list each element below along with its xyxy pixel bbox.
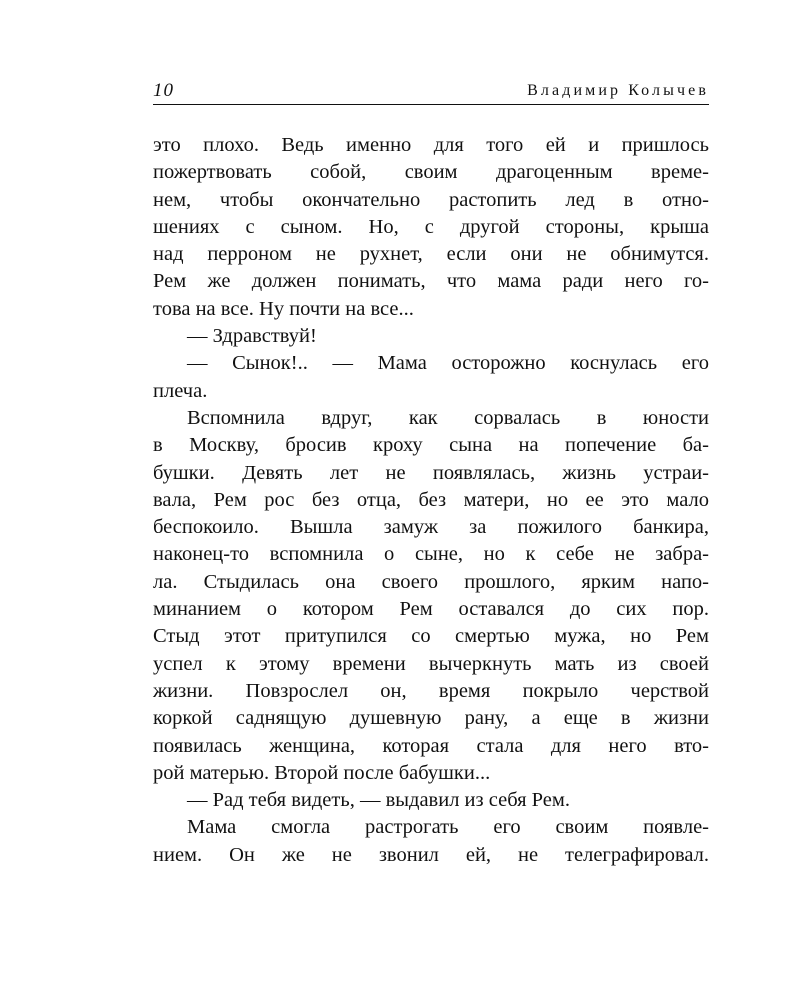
text-line: появилась женщина, которая стала для него вто- [153, 734, 709, 757]
text-line: успел к этому времени вычеркнуть мать из своей [153, 652, 709, 675]
header-rule [153, 104, 709, 105]
text-line: это плохо. Ведь именно для того ей и пришлось [153, 134, 709, 156]
author-name: Владимир Колычев [527, 82, 709, 99]
text-line: това на все. Ну почти на все... [153, 297, 414, 320]
text-line: нием. Он же не звонил ей, не телеграфировал. [153, 843, 709, 866]
text-line: — Сынок!.. — Мама осторожно коснулась его [187, 352, 709, 375]
text-line: рой матерью. Второй после бабушки... [153, 761, 491, 784]
text-line: жизни. Повзрослел он, время покрыло черствой [153, 679, 709, 702]
text-line: шениях с сыном. Но, с другой стороны, крыша [153, 215, 709, 238]
text-line: бушки. Девять лет не появлялась, жизнь устраи- [153, 461, 709, 484]
text-line: минанием о котором Рем оставался до сих пор. [153, 598, 709, 621]
text-line: над перроном не рухнет, если они не обнимутся. [153, 243, 709, 266]
text-line: ла. Стыдилась она своего прошлого, ярким напо- [153, 570, 709, 593]
text-line: — Здравствуй! [187, 325, 317, 348]
text-line: пожертвовать собой, своим драгоценным време- [153, 161, 709, 184]
text-line: нем, чтобы окончательно растопить лед в отно- [153, 188, 709, 211]
text-line: Мама смогла растрогать его своим появле- [187, 816, 709, 839]
text-line: вала, Рем рос без отца, без матери, но ее это мало [153, 488, 709, 511]
text-line: коркой саднящую душевную рану, а еще в жизни [153, 707, 709, 730]
text-line: Стыд этот притупился со смертью мужа, но Рем [153, 625, 709, 648]
text-line: беспокоило. Вышла замуж за пожилого банкира, [153, 516, 709, 539]
text-line: — Рад тебя видеть, — выдавил из себя Рем. [187, 789, 571, 812]
page-number: 10 [153, 80, 174, 101]
text-line: Рем же должен понимать, что мама ради него го- [153, 270, 709, 293]
body-text [153, 132, 709, 869]
text-line: Вспомнила вдруг, как сорвалась в юности [187, 406, 709, 429]
text-line: наконец-то вспомнила о сыне, но к себе не забра- [153, 543, 709, 566]
running-head [153, 79, 709, 107]
text-line: плеча. [153, 379, 208, 402]
text-line: в Москву, бросив кроху сына на попечение ба- [153, 434, 709, 457]
